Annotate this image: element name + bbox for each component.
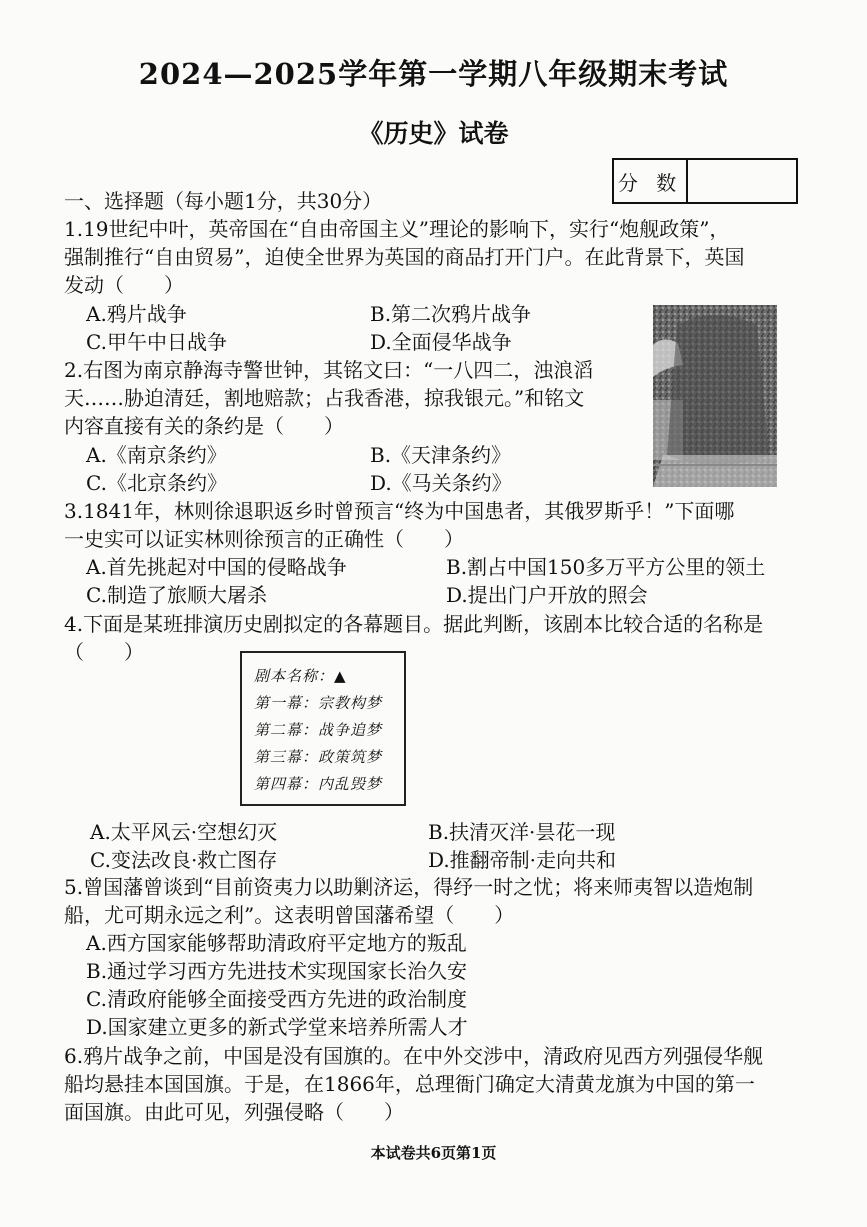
q5-option-a: A.西方国家能够帮助清政府平定地方的叛乱 <box>86 931 467 955</box>
q2-line: 天……胁迫清廷，割地赔款；占我香港，掠我银元。”和铭文 <box>64 386 585 410</box>
q5-line: 5.曾国藩曾谈到“目前资夷力以助剿济运，得纾一时之忧；将来师夷智以造炮制 <box>64 875 754 899</box>
q3-line: 一史实可以证实林则徐预言的正确性（ ） <box>64 527 464 551</box>
play-name-label: 剧本名称：▲ <box>254 667 347 685</box>
q2-option-b: B.《天津条约》 <box>370 443 512 467</box>
q3-option-b: B.割占中国150多万平方公里的领土 <box>446 555 766 579</box>
q6-line: 面国旗。由此可见，列强侵略（ ） <box>64 1100 404 1124</box>
q1-option-d: D.全面侵华战争 <box>370 330 512 354</box>
exam-title: 2024—2025学年第一学期八年级期末考试 <box>138 57 729 91</box>
q5-line: 船，尤可期永远之利”。这表明曾国藩希望（ ） <box>64 903 515 927</box>
exam-subtitle: 《历史》试卷 <box>358 119 509 148</box>
q4-option-b: B.扶清灭洋·昙花一现 <box>428 820 616 844</box>
page-footer: 本试卷共6页第1页 <box>370 1144 497 1162</box>
play-act: 第三幕：政策筑梦 <box>254 748 383 766</box>
play-act: 第二幕：战争追梦 <box>254 721 383 739</box>
q1-option-b: B.第二次鸦片战争 <box>370 302 532 326</box>
score-input-cell[interactable] <box>688 160 796 202</box>
q6-line: 6.鸦片战争之前，中国是没有国旗的。在中外交涉中，清政府见西方列强侵华舰 <box>64 1044 764 1068</box>
q4-line: 4.下面是某班排演历史剧拟定的各幕题目。据此判断，该剧本比较合适的名称是 <box>64 612 764 636</box>
q4-option-c: C.变法改良·救亡图存 <box>90 848 278 872</box>
q1-line: 1.19世纪中叶，英帝国在“自由帝国主义”理论的影响下，实行“炮舰政策”， <box>64 217 730 241</box>
q3-option-a: A.首先挑起对中国的侵略战争 <box>86 555 347 579</box>
q1-option-c: C.甲午中日战争 <box>86 330 227 354</box>
score-box <box>612 158 798 204</box>
q4-option-d: D.推翻帝制·走向共和 <box>428 848 617 872</box>
q2-option-a: A.《南京条约》 <box>86 443 227 467</box>
q4-line: （ ） <box>64 640 144 664</box>
q1-line: 强制推行“自由贸易”，迫使全世界为英国的商品打开门户。在此背景下，英国 <box>64 245 745 269</box>
q5-option-d: D.国家建立更多的新式学堂来培养所需人才 <box>86 1015 468 1039</box>
play-act: 第一幕：宗教构梦 <box>254 694 383 712</box>
q3-option-d: D.提出门户开放的照会 <box>446 583 648 607</box>
section-heading: 一、选择题（每小题1分，共30分） <box>64 189 383 213</box>
q5-option-b: B.通过学习西方先进技术实现国家长治久安 <box>86 959 468 983</box>
q1-line: 发动（ ） <box>64 273 184 297</box>
q1-option-a: A.鸦片战争 <box>86 302 187 326</box>
q3-line: 3.1841年，林则徐退职返乡时曾预言“终为中国患者，其俄罗斯乎！”下面哪 <box>64 499 735 523</box>
q4-option-a: A.太平风云·空想幻灭 <box>90 820 278 844</box>
q2-line: 内容直接有关的条约是（ ） <box>64 414 344 438</box>
q6-line: 船均悬挂本国国旗。于是，在1866年，总理衙门确定大清黄龙旗为中国的第一 <box>64 1072 755 1096</box>
warning-bell-photo <box>653 305 777 487</box>
play-act: 第四幕：内乱毁梦 <box>254 775 383 793</box>
q3-option-c: C.制造了旅顺大屠杀 <box>86 583 267 607</box>
q2-option-d: D.《马关条约》 <box>370 471 512 495</box>
q2-line: 2.右图为南京静海寺警世钟，其铭文曰：“一八四二，浊浪滔 <box>64 358 594 382</box>
q2-option-c: C.《北京条约》 <box>86 471 227 495</box>
score-label: 分 数 <box>614 160 688 202</box>
q5-option-c: C.清政府能够全面接受西方先进的政治制度 <box>86 987 467 1011</box>
play-script-box <box>240 651 406 806</box>
